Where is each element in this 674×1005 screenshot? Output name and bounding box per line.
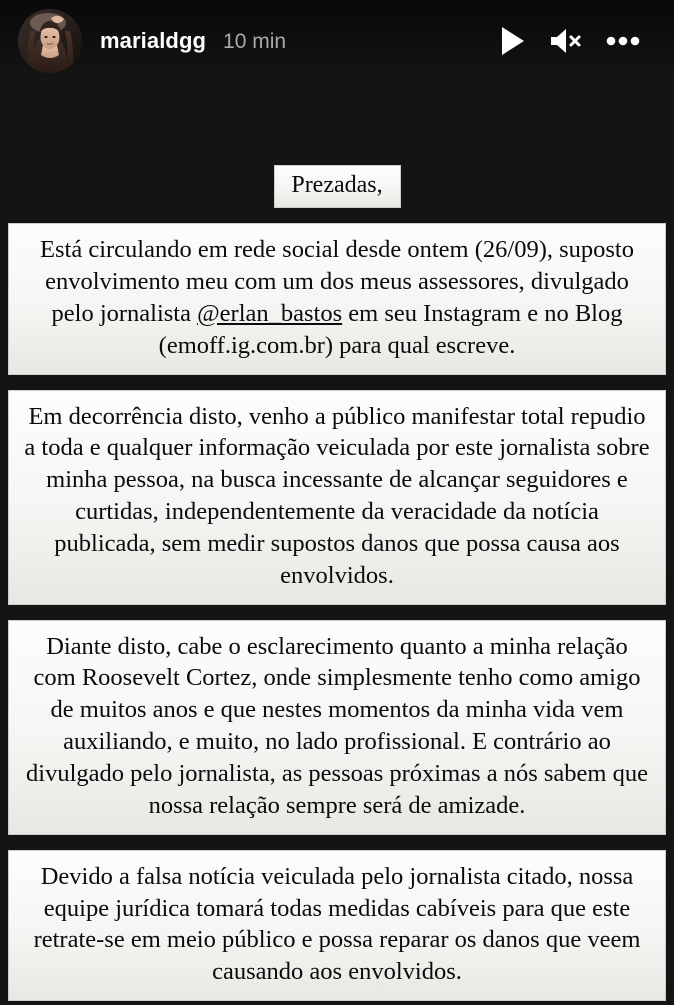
story-text-stack — [0, 165, 674, 1001]
play-icon — [500, 26, 526, 56]
story-meta — [100, 28, 500, 54]
paragraph-card-2: Em decorrência disto, venho a público manifestar total repudio a toda e qualquer informação veiculada por este jornalista sobre minha pessoa, na busca incessante de alcançar seguidores e curtidas, independentemente da veracidade da notícia publicada, sem medir supostos danos que possa causa aos envolvidos. — [8, 390, 666, 605]
paragraph-text-before-mention: Está circulando em rede social desde ontem (26/09), suposto envolvimento meu com um dos meus assessores, divulgado pelo jornalista — [40, 236, 634, 327]
story-header — [0, 0, 674, 82]
paragraph-card-4: Devido a falsa notícia veiculada pelo jornalista citado, nossa equipe jurídica tomará todas medidas cabíveis para que este retrate-se em meio público e possa reparar os danos que veem causando aos envolvidos. — [8, 850, 666, 1001]
paragraph-card-3: Diante disto, cabe o esclarecimento quanto a minha relação com Roosevelt Cortez, onde simplesmente tenho como amigo de muitos anos e que nestes momentos da minha vida vem auxiliando, e muito, no lado profissional. E contrário ao divulgado pelo jornalista, as pessoas próximas a nós sabem que nossa relação sempre será de amizade. — [8, 620, 666, 835]
paragraph-card-1 — [8, 223, 666, 374]
play-button[interactable] — [500, 26, 526, 56]
salutation-card: Prezadas, — [274, 165, 401, 208]
mention-link[interactable]: @erlan_bastos — [197, 299, 343, 327]
more-options-button[interactable] — [606, 36, 640, 46]
timestamp: 10 min — [223, 30, 287, 53]
volume-muted-icon — [548, 26, 584, 56]
header-actions — [500, 26, 640, 56]
username[interactable]: marialdgg — [100, 28, 207, 53]
more-options-icon — [606, 36, 640, 46]
avatar[interactable] — [18, 9, 82, 73]
avatar-image — [18, 9, 82, 73]
volume-muted-button[interactable] — [548, 26, 584, 56]
paragraph-text-after-mention: em seu Instagram e no Blog (emoff.ig.com.br) para qual escreve. — [158, 299, 623, 359]
